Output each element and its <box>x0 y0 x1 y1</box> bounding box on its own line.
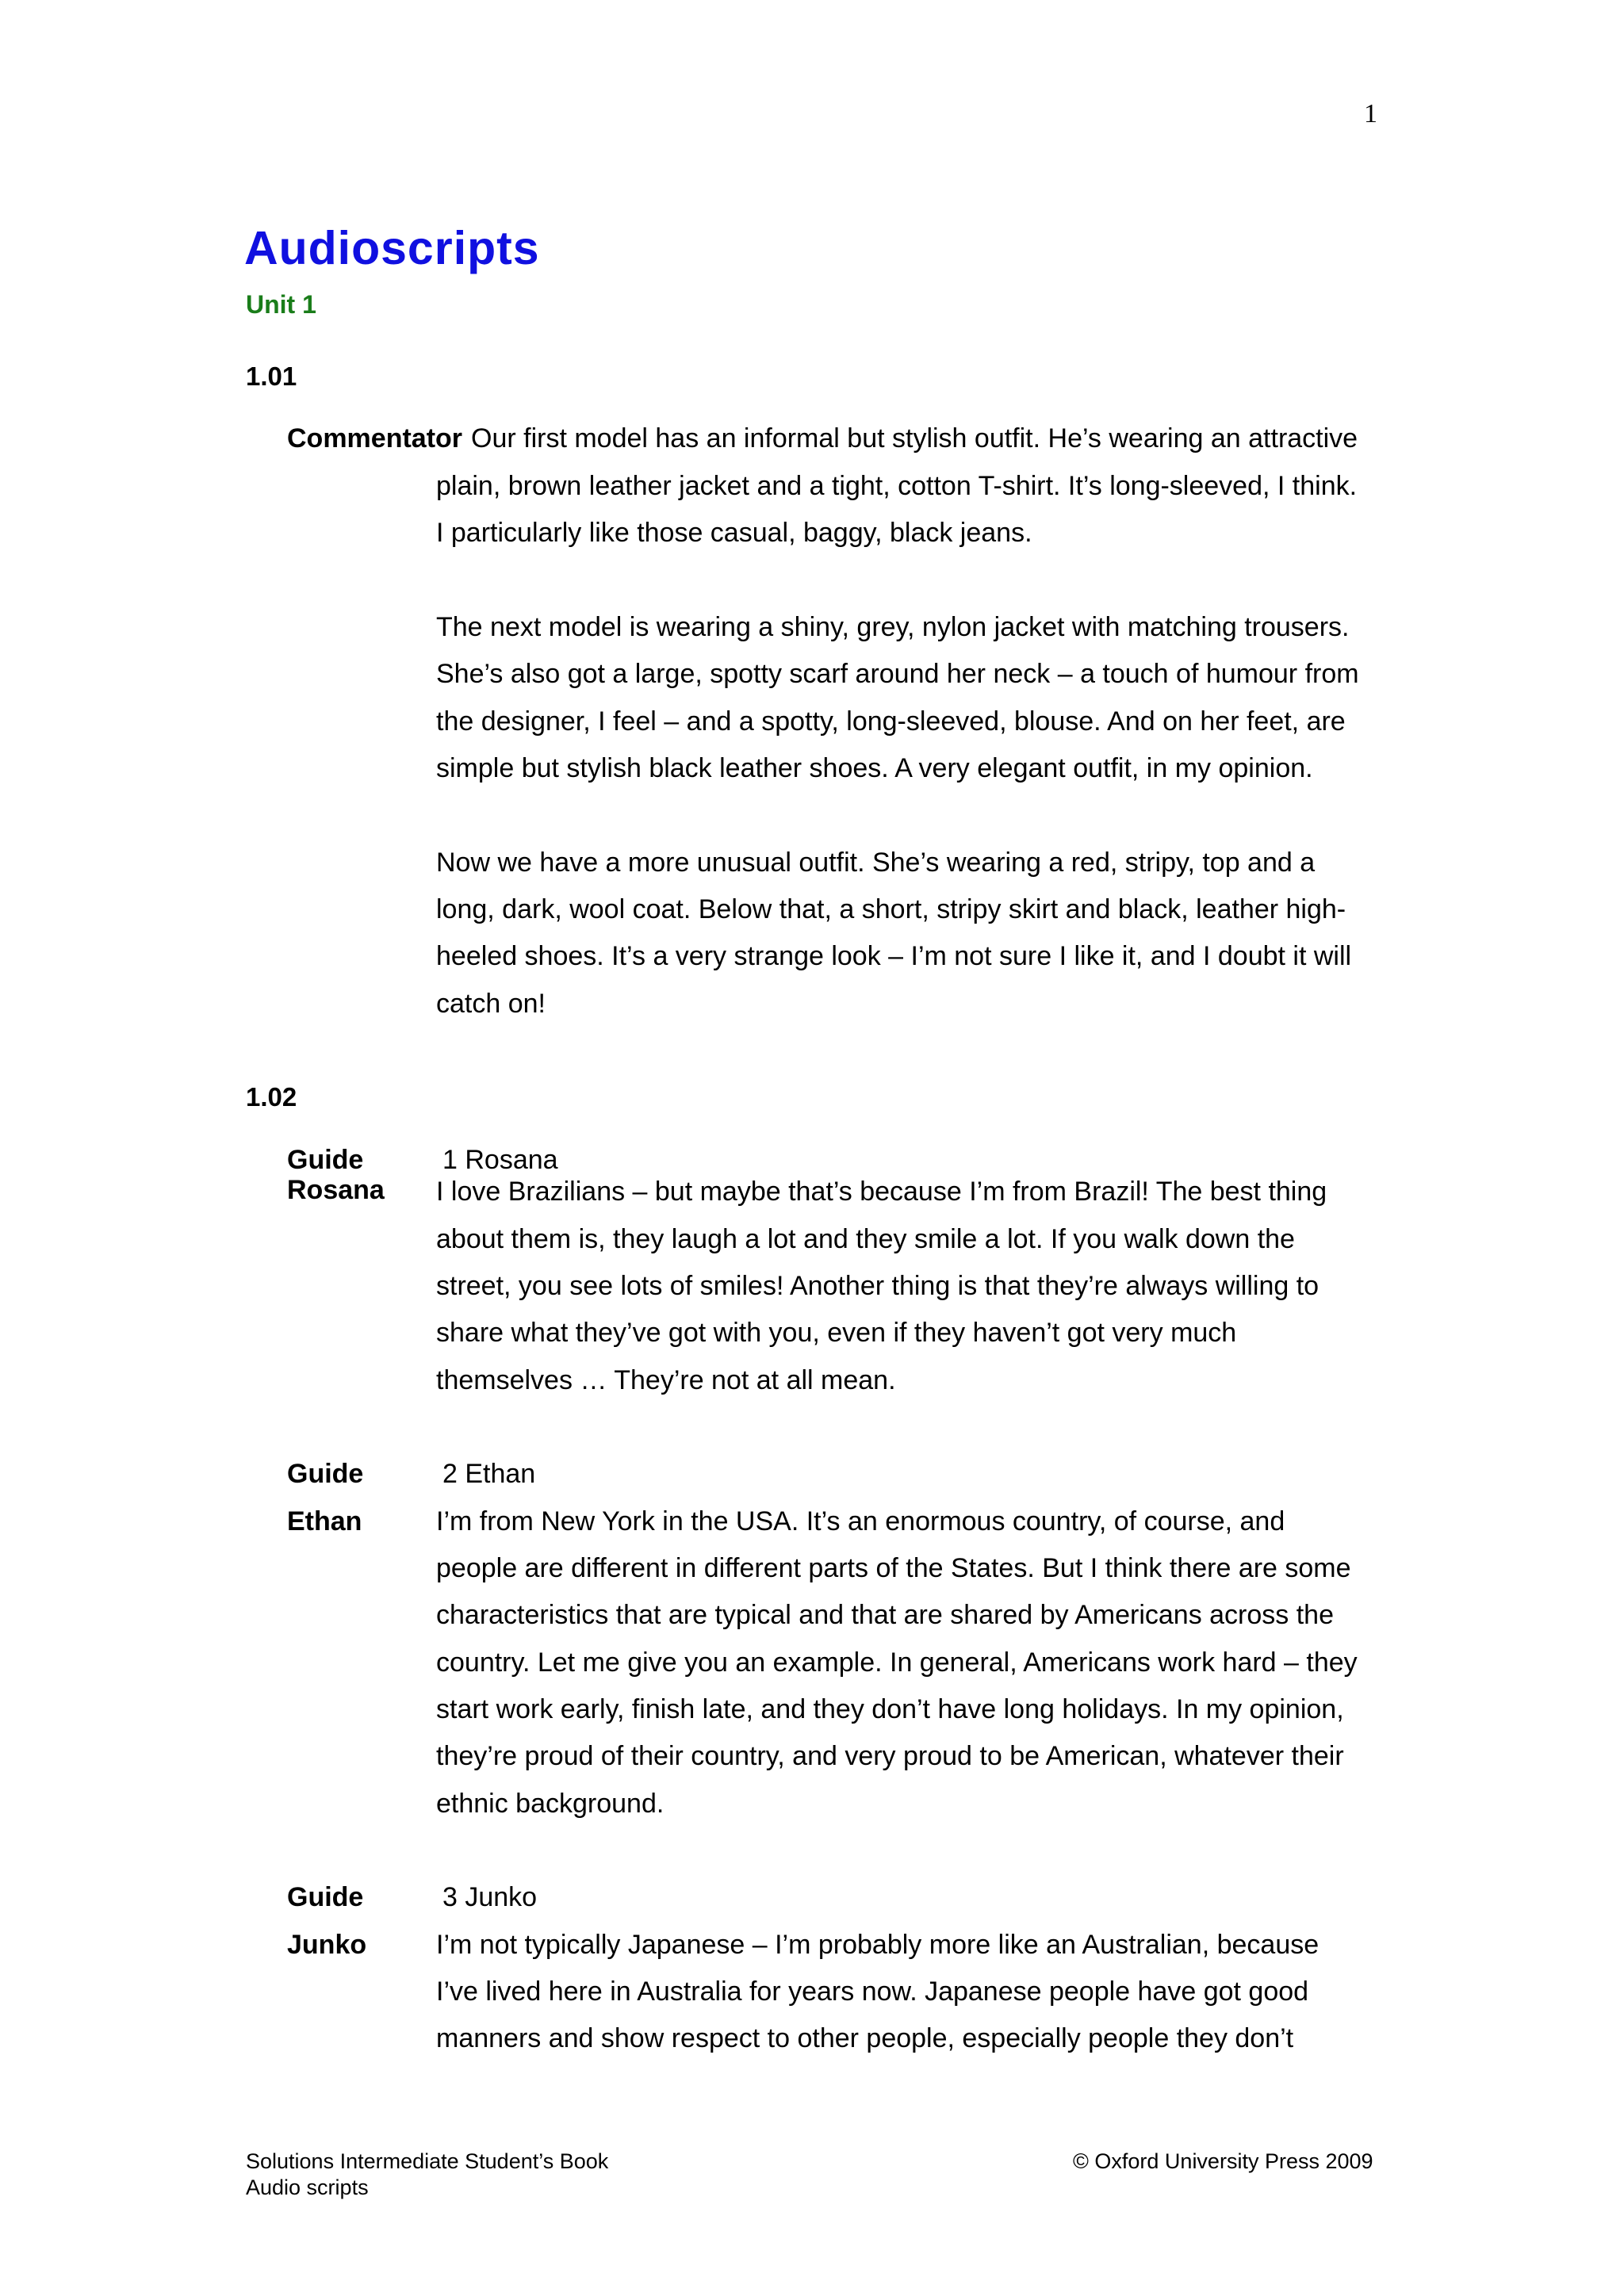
speech-line: characteristics that are typical and that are shared by Americans across the <box>436 1600 1334 1630</box>
speaker-guide: Guide <box>287 1882 364 1912</box>
speech-line: I’ve lived here in Australia for years now. Japanese people have got good <box>436 1976 1309 2007</box>
speech-line: themselves … They’re not at all mean. <box>436 1365 896 1395</box>
footer-copyright: © Oxford University Press 2009 <box>1073 2149 1373 2173</box>
speech-line: about them is, they laugh a lot and they smile a lot. If you walk down the <box>436 1224 1295 1254</box>
footer-subtitle: Audio scripts <box>246 2175 369 2199</box>
speech-line: they’re proud of their country, and very proud to be American, whatever their <box>436 1741 1344 1771</box>
speech-line: people are different in different parts of the States. But I think there are some <box>436 1553 1351 1583</box>
footer-book-title: Solutions Intermediate Student’s Book <box>246 2149 609 2173</box>
section-heading-1-01: 1.01 <box>246 362 297 391</box>
speaker-guide: Guide <box>287 1145 364 1175</box>
speaker-cue: 3 Junko <box>442 1882 538 1912</box>
speaker-cue: 1 Rosana <box>442 1145 558 1175</box>
speech-line: plain, brown leather jacket and a tight, cotton T-shirt. It’s long-sleeved, I think. <box>436 471 1358 501</box>
speech-line: country. Let me give you an example. In general, Americans work hard – they <box>436 1647 1358 1678</box>
speech-line: street, you see lots of smiles! Another thing is that they’re always willing to <box>436 1271 1320 1301</box>
document-title: Audioscripts <box>244 222 540 274</box>
speaker-rosana: Rosana <box>287 1175 385 1205</box>
page-number: 1 <box>1364 99 1377 128</box>
unit-heading: Unit 1 <box>246 290 316 319</box>
speech-line: Our first model has an informal but stylish outfit. He’s wearing an attractive <box>471 423 1358 453</box>
speech-line: ethnic background. <box>436 1789 665 1819</box>
speech-line: the designer, I feel – and a spotty, long-sleeved, blouse. And on her feet, are <box>436 706 1346 737</box>
speech-line: The next model is wearing a shiny, grey, nylon jacket with matching trousers. <box>436 612 1350 642</box>
speaker-cue: 2 Ethan <box>442 1459 536 1489</box>
speaker-guide: Guide <box>287 1459 364 1489</box>
speech-line: I’m not typically Japanese – I’m probably more like an Australian, because <box>436 1930 1320 1960</box>
speech-line: share what they’ve got with you, even if they haven’t got very much <box>436 1318 1237 1348</box>
speaker-commentator: Commentator <box>287 423 463 453</box>
speaker-junko: Junko <box>287 1930 367 1960</box>
speech-line: I particularly like those casual, baggy, black jeans. <box>436 518 1032 548</box>
speech-line: heeled shoes. It’s a very strange look – I’m not sure I like it, and I doubt it will <box>436 941 1352 971</box>
speech-line: I’m from New York in the USA. It’s an enormous country, of course, and <box>436 1506 1285 1536</box>
speech-line: start work early, finish late, and they don’t have long holidays. In my opinion, <box>436 1694 1344 1724</box>
speech-line: Now we have a more unusual outfit. She’s wearing a red, stripy, top and a <box>436 848 1316 878</box>
speech-line: She’s also got a large, spotty scarf around her neck – a touch of humour from <box>436 659 1359 689</box>
speech-line: catch on! <box>436 989 546 1019</box>
speaker-ethan: Ethan <box>287 1506 362 1536</box>
speech-line: manners and show respect to other people, especially people they don’t <box>436 2023 1294 2053</box>
speech-line: long, dark, wool coat. Below that, a short, stripy skirt and black, leather high- <box>436 894 1346 924</box>
section-heading-1-02: 1.02 <box>246 1082 297 1112</box>
speech-line: simple but stylish black leather shoes. A very elegant outfit, in my opinion. <box>436 753 1313 783</box>
speech-line: I love Brazilians – but maybe that’s because I’m from Brazil! The best thing <box>436 1177 1327 1207</box>
